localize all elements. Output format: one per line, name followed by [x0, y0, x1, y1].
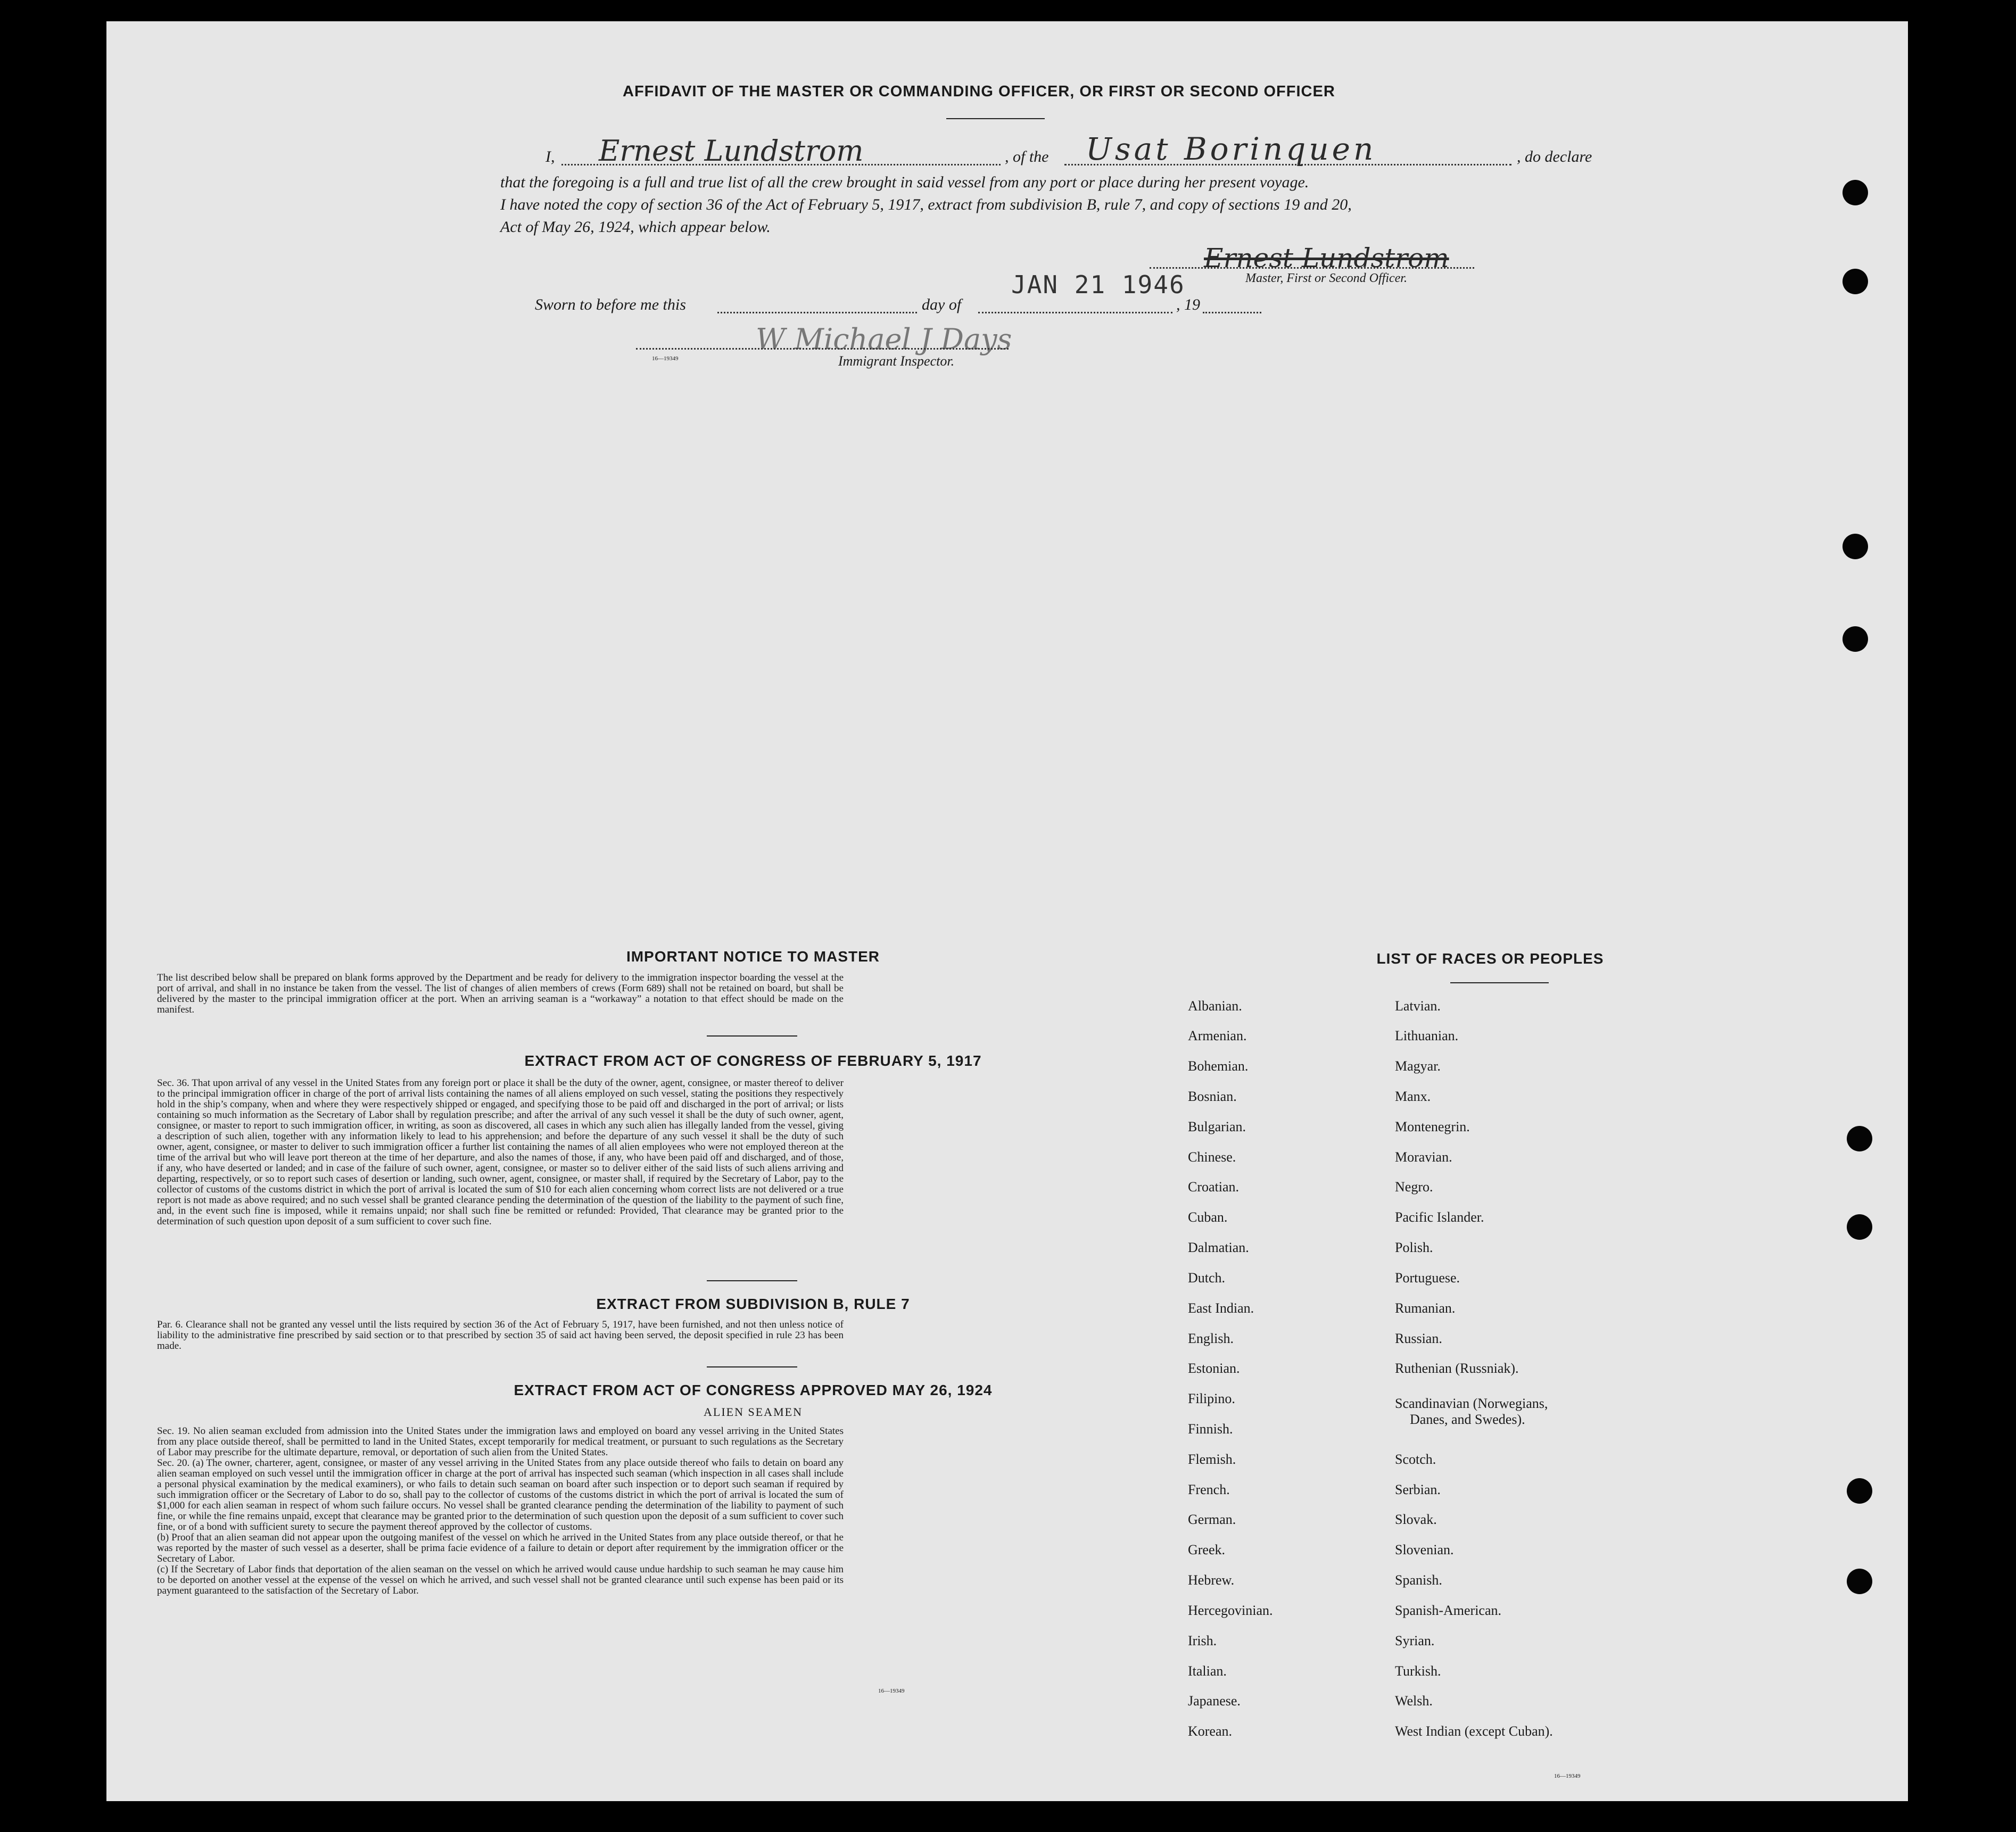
punch-hole	[1847, 1126, 1872, 1151]
race-item: Magyar.	[1395, 1058, 1441, 1074]
inspector-signature: W Michael J Days	[756, 322, 1012, 356]
race-item: Spanish-American.	[1395, 1603, 1502, 1618]
notice-block	[157, 973, 844, 1015]
race-item: Bosnian.	[1188, 1089, 1237, 1104]
punch-hole	[1843, 269, 1868, 294]
sec19-paragraph: Sec. 19. No alien seaman excluded from admission into the United States under the immigration laws and employed on board any vessel arriving in the United States from any place outside thereof, shall be permitted to land in the United States, except temporarily for medical treatment, or pursuant to such regulations as the Secretary of Labor may prescribe for the ultimate departure, removal, or deportation of such alien from the United States.	[157, 1425, 844, 1458]
inspector-label: Immigrant Inspector.	[838, 353, 955, 369]
punch-hole	[1843, 626, 1868, 652]
race-item: Flemish.	[1188, 1452, 1236, 1467]
race-item-continued: Danes, and Swedes).	[1410, 1412, 1525, 1427]
divider	[946, 118, 1045, 119]
race-item: Lithuanian.	[1395, 1028, 1459, 1043]
race-item: Dalmatian.	[1188, 1240, 1249, 1255]
date-stamp: JAN 21 1946	[1011, 270, 1185, 299]
of-the-label: , of the	[1005, 148, 1049, 165]
punch-hole	[1843, 180, 1868, 205]
extract-1917-block	[157, 1078, 844, 1227]
race-item: Estonian.	[1188, 1361, 1240, 1376]
year-line	[1203, 312, 1261, 313]
declaration-line: that the foregoing is a full and true list of all the crew brought in said vessel from any port or place during her present voyage.	[500, 173, 1309, 191]
declaration-text	[500, 171, 1629, 238]
form-sheet	[106, 21, 1908, 1801]
sec20b-paragraph: (b) Proof that an alien seaman did not appear upon the outgoing manifest of the vessel on which he arrived in the United States from any place outside thereof, or that he was reported by the master of such vessel as a deserter, shall be prima facie evidence of a failure to detain or deport after requirement by the immigration officer or the Secretary of Labor.	[157, 1532, 844, 1564]
affidavit-title: AFFIDAVIT OF THE MASTER OR COMMANDING OFFICER, OR FIRST OR SECOND OFFICER	[623, 83, 1335, 100]
sec20c-paragraph: (c) If the Secretary of Labor finds that deportation of the alien seaman on the vessel on which he arrived would cause undue hardship to such seaman he may cause him to be deported on another vessel at the expense of the vessel on which he arrived, and such vessel shall not be granted clearance until such expense has been paid or its payment guaranteed to the satisfaction of the Secretary of Labor.	[157, 1564, 844, 1596]
extract-rule7-block	[157, 1320, 844, 1352]
race-item: Spanish.	[1395, 1572, 1442, 1588]
race-item: East Indian.	[1188, 1300, 1254, 1316]
race-item: Filipino.	[1188, 1391, 1235, 1406]
sec20a-paragraph: Sec. 20. (a) The owner, charterer, agent, consignee, or master of any vessel arriving in the United States from any place outside thereof who fails to detain on board any alien seaman employed on such vessel until the immigration officer in charge at the port of arrival has inspected such seaman (which inspection in all cases shall include a personal physical examination by the medical examiners), or who fails to detain such seaman on board after such inspection or to deport such seaman if required by such immigration officer or the Secretary of Labor to do so, shall pay to the collector of customs of the customs district in which the port of arrival is located the sum of $1,000 for each alien seaman in respect of whom such failure occurs. No vessel shall be granted clearance pending the determination of the liability to payment of such fine, or while the fine remains unpaid, except that clearance may be granted prior to the determination of such question upon the deposit of a sum sufficient to cover such fine, or of a bond with sufficient surety to secure the payment thereof approved by the collector of customs.	[157, 1457, 844, 1532]
race-item: Manx.	[1395, 1089, 1431, 1104]
race-item: Welsh.	[1395, 1693, 1433, 1709]
inspector-line	[636, 348, 1009, 350]
extract-1917-title: EXTRACT FROM ACT OF CONGRESS OF FEBRUARY 5, 1917	[524, 1052, 982, 1069]
race-item: English.	[1188, 1331, 1234, 1346]
master-signature: Ernest Lundstrom	[1204, 243, 1449, 273]
race-item: Hebrew.	[1188, 1572, 1235, 1588]
master-title-label: Master, First or Second Officer.	[1245, 271, 1407, 285]
sworn-label: Sworn to before me this	[535, 296, 686, 313]
race-item: Turkish.	[1395, 1663, 1441, 1679]
declarant-prefix: I,	[546, 148, 555, 165]
race-item-multiline	[1395, 1396, 1548, 1428]
declaration-line: I have noted the copy of section 36 of the Act of February 5, 1917, extract from subdivision B, rule 7, and copy of sections 19 and 20,	[500, 196, 1352, 213]
race-item: Bohemian.	[1188, 1058, 1249, 1074]
race-item: Irish.	[1188, 1633, 1217, 1648]
race-item: West Indian (except Cuban).	[1395, 1723, 1553, 1739]
divider	[707, 1035, 797, 1037]
race-item: Cuban.	[1188, 1209, 1228, 1225]
races-list-title: LIST OF RACES OR PEOPLES	[1376, 950, 1604, 967]
race-item: Finnish.	[1188, 1421, 1233, 1437]
divider	[1450, 982, 1549, 983]
notice-title: IMPORTANT NOTICE TO MASTER	[626, 948, 880, 965]
race-item: Ruthenian (Russniak).	[1395, 1361, 1519, 1376]
punch-hole	[1847, 1214, 1872, 1240]
race-item: Portuguese.	[1395, 1270, 1460, 1286]
extract-rule7-paragraph: Par. 6. Clearance shall not be granted any vessel until the lists required by section 36 of the Act of February 5, 1917, have been furnished, and not then unless notice of liability to the administrative fine prescribed by said section or to that prescribed by section 35 of said act having been served, the deposit specified in rule 23 has been made.	[157, 1319, 844, 1352]
notice-paragraph: The list described below shall be prepared on blank forms approved by the Department and be ready for delivery to the immigration inspector boarding the vessel at the port of arrival, and shall in no instance be taken from the vessel. The list of changes of alien members of crews (Form 689) shall not be retained on board, but shall be delivered by the master to the principal immigration officer at the port. When an arriving seaman is a “workaway” a notation to that effect should be made on the manifest.	[157, 972, 844, 1015]
signature-line	[1150, 267, 1474, 269]
master-name-handwritten: Ernest Lundstrom	[599, 134, 864, 168]
extract-rule7-title: EXTRACT FROM SUBDIVISION B, RULE 7	[596, 1296, 910, 1312]
race-item: Dutch.	[1188, 1270, 1226, 1286]
month-line	[978, 312, 1172, 313]
divider	[707, 1366, 797, 1367]
race-item: Croatian.	[1188, 1179, 1240, 1195]
race-item: Montenegrin.	[1395, 1119, 1470, 1134]
race-item: Scotch.	[1395, 1452, 1436, 1467]
form-number: 16—19349	[1554, 1773, 1581, 1779]
extract-1924-title: EXTRACT FROM ACT OF CONGRESS APPROVED MAY 26, 1924	[514, 1382, 993, 1398]
form-number: 16—19349	[878, 1688, 905, 1694]
race-item: Scandinavian (Norwegians,	[1395, 1396, 1548, 1411]
race-item: French.	[1188, 1482, 1230, 1497]
race-item: Albanian.	[1188, 998, 1242, 1014]
alien-seamen-subtitle: ALIEN SEAMEN	[704, 1405, 803, 1419]
race-item: Japanese.	[1188, 1693, 1241, 1709]
race-item: Slovenian.	[1395, 1542, 1454, 1557]
race-item: Korean.	[1188, 1723, 1233, 1739]
punch-hole	[1847, 1569, 1872, 1594]
form-number: 16—19349	[652, 355, 679, 362]
race-item: Hercegovinian.	[1188, 1603, 1273, 1618]
declaration-line: Act of May 26, 1924, which appear below.	[500, 218, 771, 236]
race-item: Moravian.	[1395, 1149, 1452, 1165]
extract-1924-block	[157, 1426, 844, 1596]
divider	[707, 1280, 797, 1281]
race-item: Polish.	[1395, 1240, 1433, 1255]
race-item: Negro.	[1395, 1179, 1433, 1195]
race-item: Slovak.	[1395, 1512, 1437, 1527]
race-item: Armenian.	[1188, 1028, 1247, 1043]
race-item: Russian.	[1395, 1331, 1442, 1346]
race-item: German.	[1188, 1512, 1236, 1527]
year-prefix: , 19	[1176, 296, 1200, 313]
race-item: Pacific Islander.	[1395, 1209, 1484, 1225]
race-item: Rumanian.	[1395, 1300, 1456, 1316]
do-declare-label: , do declare	[1517, 148, 1592, 165]
punch-hole	[1843, 534, 1868, 559]
sworn-day-line	[717, 312, 917, 313]
punch-hole	[1847, 1478, 1872, 1504]
day-of-label: day of	[922, 296, 962, 313]
race-item: Serbian.	[1395, 1482, 1441, 1497]
race-item: Chinese.	[1188, 1149, 1236, 1165]
vessel-name-handwritten: Usat Borinquen	[1086, 131, 1377, 167]
race-item: Italian.	[1188, 1663, 1227, 1679]
race-item: Bulgarian.	[1188, 1119, 1246, 1134]
race-item: Greek.	[1188, 1542, 1226, 1557]
extract-1917-paragraph: Sec. 36. That upon arrival of any vessel in the United States from any foreign port or place it shall be the duty of the owner, agent, consignee, or master thereof to deliver to the principal immigration officer in charge of the port of arrival lists containing the names of all aliens employed on such vessel, stating the positions they respectively hold in the ship’s company, when and where they were respectively shipped or engaged, and specifying those to be paid off and discharged in the port of arrival; or lists containing so much information as the Secretary of Labor shall by regulation prescribe; and after the arrival of any such vessel it shall be the duty of such owner, agent, consignee, or master to report to such immigration officer, in writing, as soon as discovered, all cases in which any such alien has illegally landed from the vessel, giving a description of such alien, together with any information likely to lead to his apprehension; and before the departure of any such vessel it shall be the duty of such owner, agent, consignee, or master to deliver to such immigration officer a further list containing the names of all alien employees who were not employed thereon at the time of the arrival but who will leave port thereon at the time of her departure, and also the names of those, if any, who have been paid off and discharged, and of those, if any, who have deserted or landed; and in case of the failure of such owner, agent, consignee, or master so to deliver either of the said lists of such aliens arriving and departing, respectively, or so to report such cases of desertion or landing, such owner, agent, consignee, or master shall, if required by the Secretary of Labor, pay to the collector of customs of the customs district in which the port of arrival is located the sum of $10 for each alien concerning whom correct lists are not delivered or a true report is not made as above required; and no such vessel shall be granted clearance pending the determination of the question of the liability to the payment of such fine, and, in the event such fine is imposed, while it remains unpaid; nor shall such fine be remitted or refunded: Provided, That clearance may be granted prior to the determination of such question upon deposit of a sum sufficient to cover such fine.	[157, 1077, 844, 1227]
race-item: Syrian.	[1395, 1633, 1435, 1648]
race-item: Latvian.	[1395, 998, 1441, 1014]
